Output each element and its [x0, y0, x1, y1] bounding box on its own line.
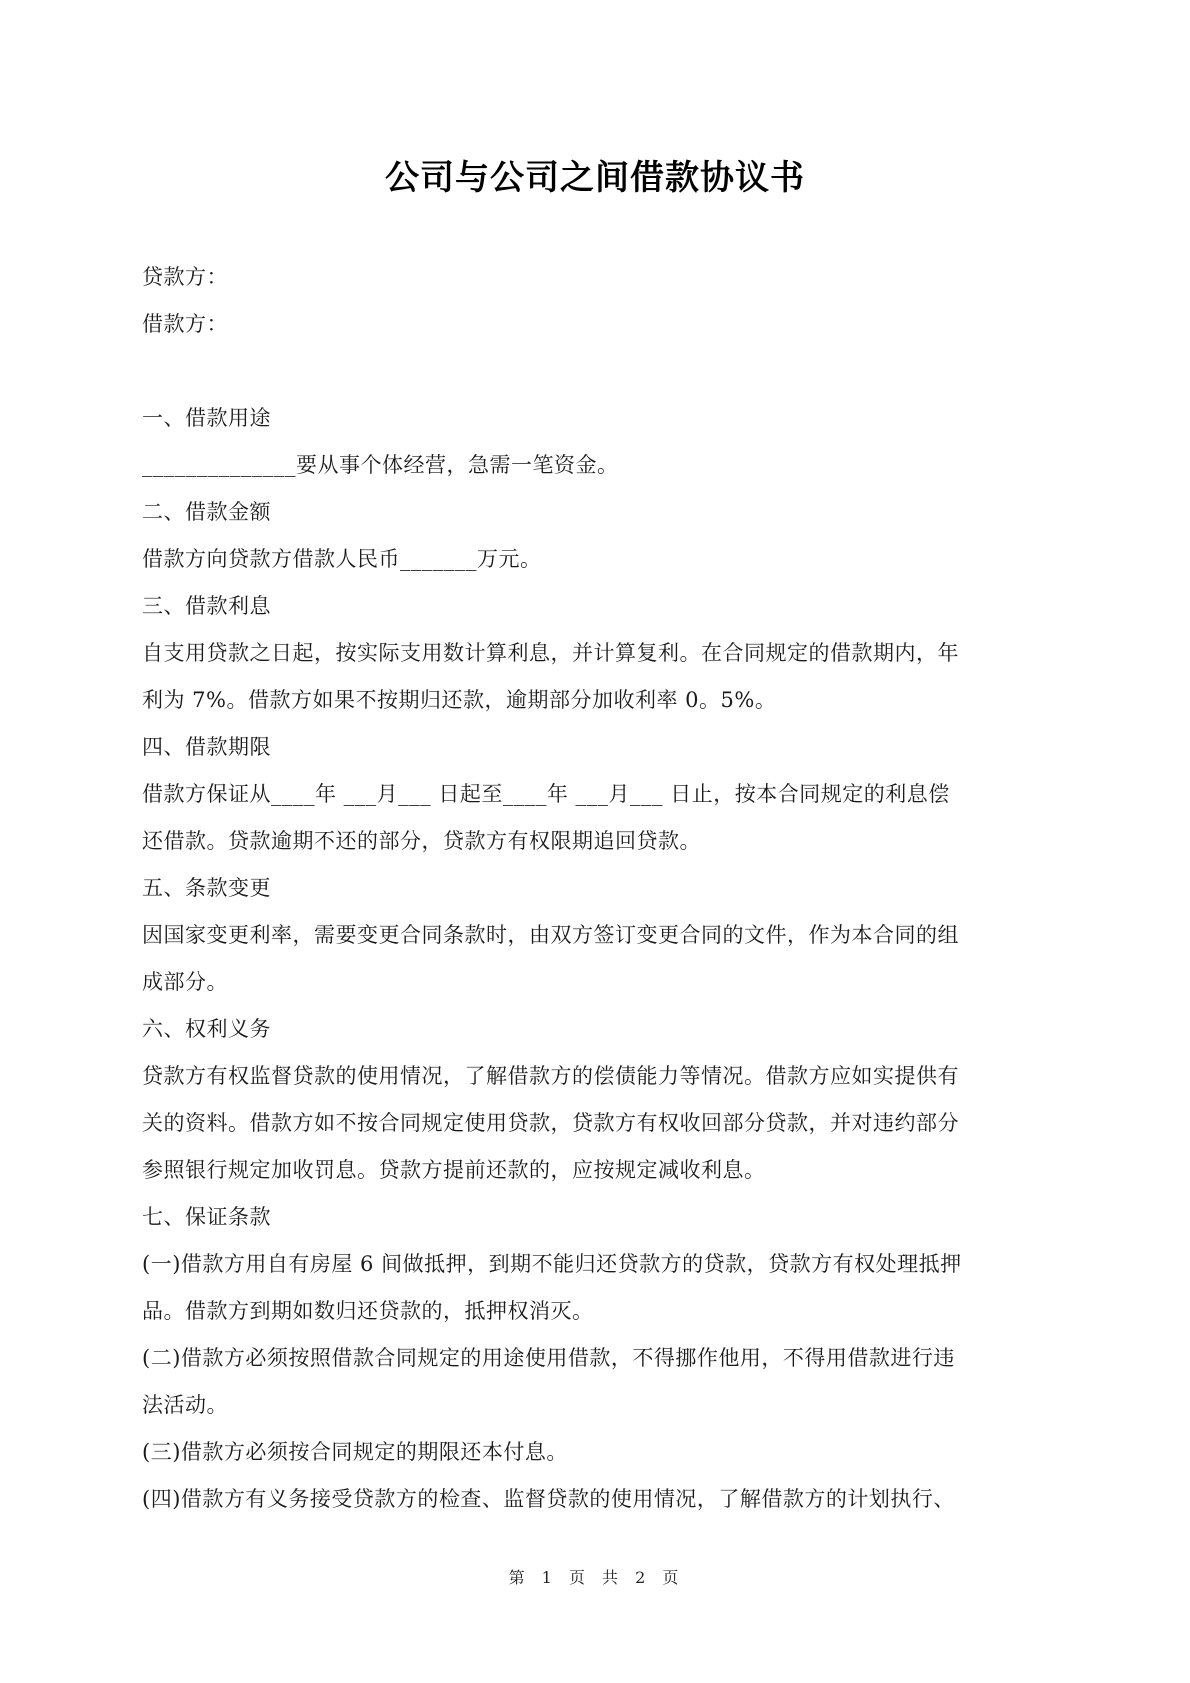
section-text: 成部分。 [142, 970, 228, 994]
document-title: 公司与公司之间借款协议书 [385, 158, 805, 198]
section-text: 关的资料。借款方如不按合同规定使用贷款，贷款方有权收回部分贷款，并对违约部分 [142, 1111, 959, 1135]
lender-field: 贷款方： [142, 265, 228, 289]
section-text: 利为 7%。借款方如果不按期归还款，逾期部分加收利率 0。5%。 [142, 688, 777, 712]
section-heading: 五、条款变更 [142, 876, 271, 900]
section-heading: 四、借款期限 [142, 735, 271, 759]
page-number-footer: 第 1 页 共 2 页 [508, 1568, 682, 1587]
section-text: (二)借款方必须按照借款合同规定的用途使用借款，不得挪作他用，不得用借款进行违 [142, 1346, 955, 1370]
section-text: 借款方保证从____年 ___月___ 日起至____年 ___月___ 日止，按本合同规定的利息偿 [142, 782, 950, 806]
section-text: ______________要从事个体经营，急需一笔资金。 [142, 453, 619, 477]
section-heading: 一、借款用途 [142, 406, 271, 430]
section-heading: 二、借款金额 [142, 500, 271, 524]
section-text: 法活动。 [142, 1393, 228, 1417]
spacer [142, 348, 1062, 395]
document-body [142, 254, 1062, 1523]
section-text: 贷款方有权监督贷款的使用情况，了解借款方的偿债能力等情况。借款方应如实提供有 [142, 1064, 959, 1088]
section-text: 借款方向贷款方借款人民币_______万元。 [142, 547, 542, 571]
section-text: 还借款。贷款逾期不还的部分，贷款方有权限期追回贷款。 [142, 829, 701, 853]
section-text: (四)借款方有义务接受贷款方的检查、监督贷款的使用情况，了解借款方的计划执行、 [142, 1487, 955, 1511]
section-text: (一)借款方用自有房屋 6 间做抵押，到期不能归还贷款方的贷款，贷款方有权处理抵押 [142, 1252, 962, 1276]
section-text: 参照银行规定加收罚息。贷款方提前还款的，应按规定减收利息。 [142, 1158, 766, 1182]
section-heading: 七、保证条款 [142, 1205, 271, 1229]
section-text: (三)借款方必须按合同规定的期限还本付息。 [142, 1440, 568, 1464]
borrower-field: 借款方： [142, 312, 228, 336]
section-text: 因国家变更利率，需要变更合同条款时，由双方签订变更合同的文件，作为本合同的组 [142, 923, 959, 947]
section-text: 品。借款方到期如数归还贷款的，抵押权消灭。 [142, 1299, 594, 1323]
section-text: 自支用贷款之日起，按实际支用数计算利息，并计算复利。在合同规定的借款期内，年 [142, 641, 959, 665]
section-heading: 六、权利义务 [142, 1017, 271, 1041]
section-heading: 三、借款利息 [142, 594, 271, 618]
